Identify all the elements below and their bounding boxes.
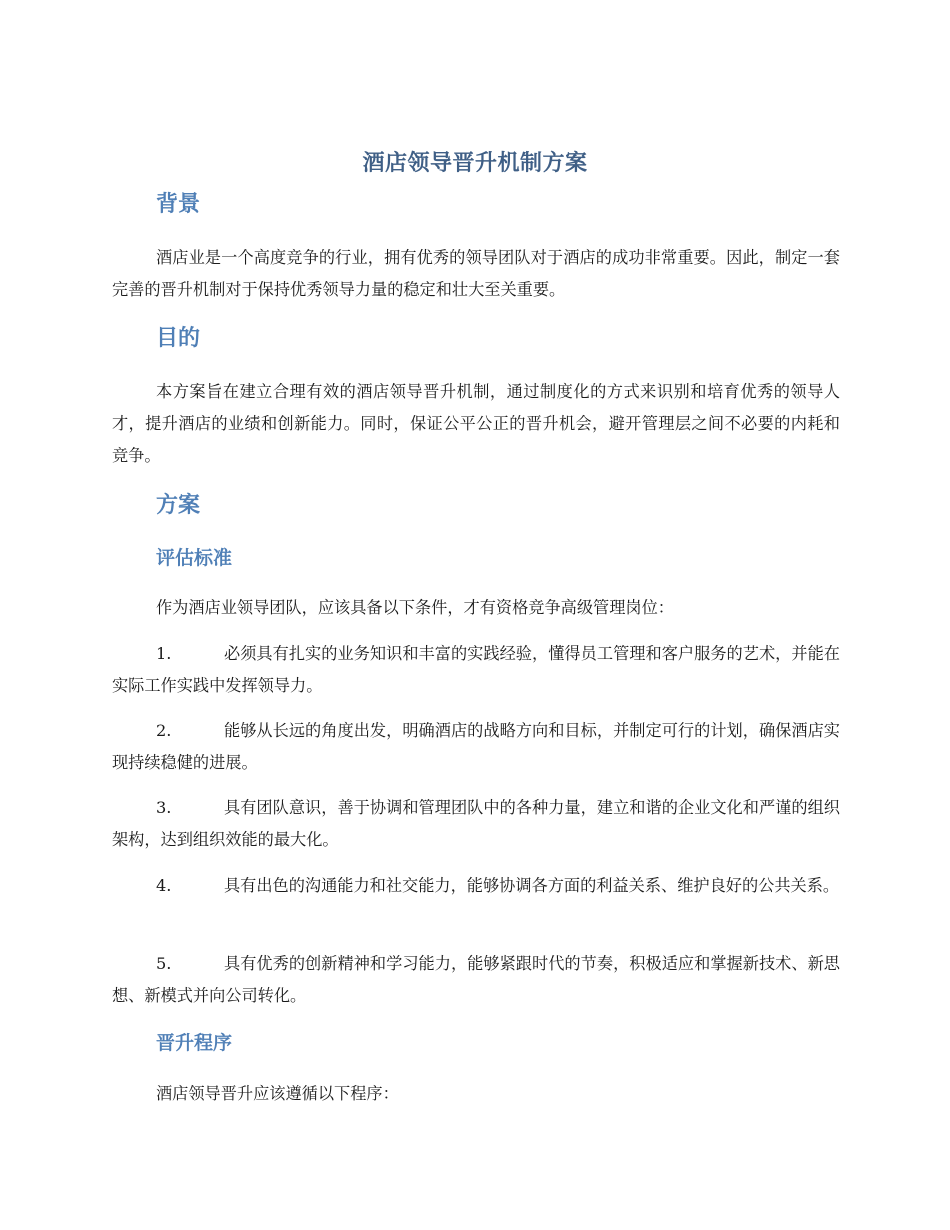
paragraph-background: 酒店业是一个高度竞争的行业，拥有优秀的领导团队对于酒店的成功非常重要。因此，制定一套完善的晋升机制对于保持优秀领导力量的稳定和壮大至关重要。	[112, 248, 840, 299]
paragraph-procedure-intro: 酒店领导晋升应该遵循以下程序：	[156, 1084, 399, 1103]
criteria-item	[112, 715, 840, 779]
item-number: 3.	[156, 798, 172, 817]
heading-procedure: 晋升程序	[156, 1032, 233, 1054]
item-number: 1.	[156, 644, 172, 663]
heading-purpose: 目的	[156, 326, 201, 351]
criteria-item	[112, 638, 840, 702]
item-number: 5.	[156, 954, 172, 973]
item-text: 具有出色的沟通能力和社交能力，能够协调各方面的利益关系、维护良好的公共关系。	[224, 876, 840, 895]
item-text: 具有优秀的创新精神和学习能力，能够紧跟时代的节奏，积极适应和掌握新技术、新思想、新模式并向公司转化。	[112, 954, 840, 1005]
paragraph-criteria-intro: 作为酒店业领导团队，应该具备以下条件，才有资格竞争高级管理岗位：	[156, 598, 674, 617]
criteria-item	[112, 792, 840, 856]
heading-plan: 方案	[156, 493, 201, 518]
item-text: 能够从长远的角度出发，明确酒店的战略方向和目标，并制定可行的计划，确保酒店实现持续稳健的进展。	[112, 721, 840, 772]
heading-background: 背景	[156, 192, 201, 217]
criteria-item	[112, 870, 840, 902]
paragraph-purpose: 本方案旨在建立合理有效的酒店领导晋升机制，通过制度化的方式来识别和培育优秀的领导人才，提升酒店的业绩和创新能力。同时，保证公平公正的晋升机会，避开管理层之间不必要的内耗和竞争。	[112, 382, 840, 465]
item-text: 必须具有扎实的业务知识和丰富的实践经验，懂得员工管理和客户服务的艺术，并能在实际工作实践中发挥领导力。	[112, 644, 840, 695]
heading-criteria: 评估标准	[156, 547, 233, 569]
item-number: 4.	[156, 876, 172, 895]
criteria-item	[112, 948, 840, 1012]
item-text: 具有团队意识，善于协调和管理团队中的各种力量，建立和谐的企业文化和严谨的组织架构，达到组织效能的最大化。	[112, 798, 840, 849]
item-number: 2.	[156, 721, 172, 740]
document-title: 酒店领导晋升机制方案	[362, 151, 588, 176]
